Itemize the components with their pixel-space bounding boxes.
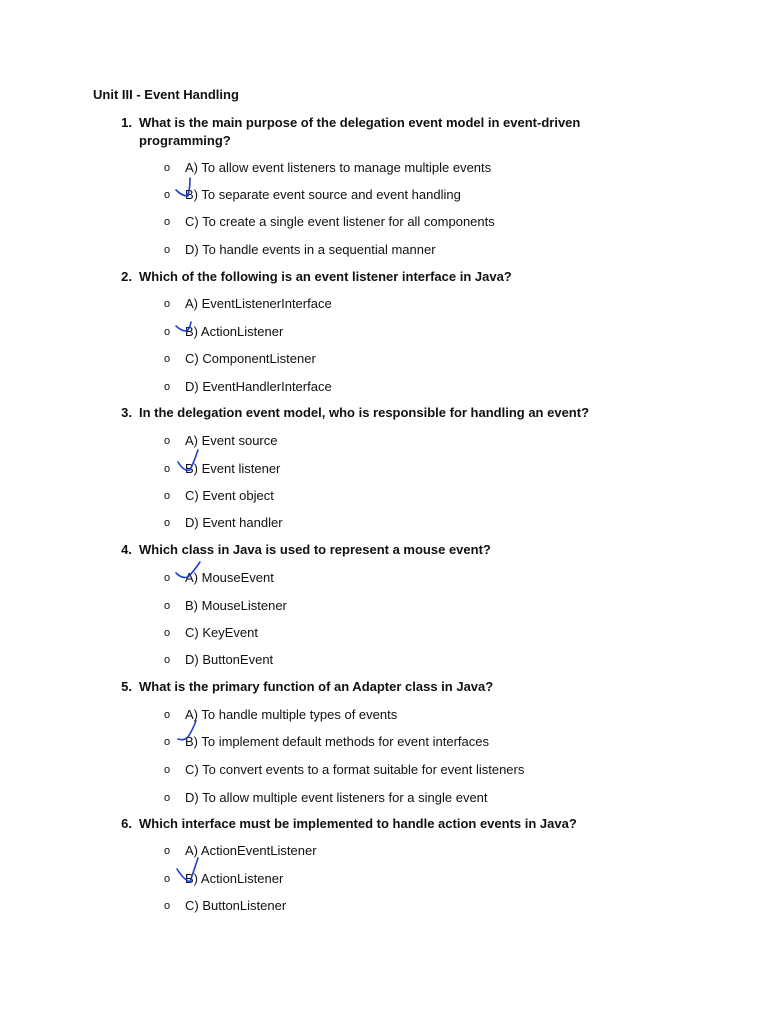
question-number: 5. bbox=[121, 679, 132, 694]
bullet-icon: o bbox=[163, 764, 171, 776]
question-text: What is the main purpose of the delegation event model in event-driven programming? bbox=[139, 115, 581, 148]
checkmark-icon bbox=[176, 313, 210, 343]
question-number: 2. bbox=[121, 269, 132, 284]
bullet-icon: o bbox=[163, 873, 171, 885]
document-title: Unit III - Event Handling bbox=[93, 87, 239, 102]
question-text: Which of the following is an event listener interface in Java? bbox=[139, 269, 512, 284]
question-text: What is the primary function of an Adapter class in Java? bbox=[139, 679, 494, 694]
question-number: 6. bbox=[121, 816, 132, 831]
bullet-icon: o bbox=[163, 627, 171, 639]
question-number: 4. bbox=[121, 542, 132, 557]
checkmark-icon bbox=[176, 723, 210, 753]
bullet-icon: o bbox=[163, 709, 171, 721]
bullet-icon: o bbox=[163, 900, 171, 912]
bullet-icon: o bbox=[163, 792, 171, 804]
bullet-icon: o bbox=[163, 162, 171, 174]
bullet-icon: o bbox=[163, 298, 171, 310]
bullet-icon: o bbox=[163, 463, 171, 475]
checkmark-icon bbox=[176, 860, 210, 890]
question-text: In the delegation event model, who is responsible for handling an event? bbox=[139, 405, 590, 420]
bullet-icon: o bbox=[163, 600, 171, 612]
question-number: 1. bbox=[121, 115, 132, 130]
bullet-icon: o bbox=[163, 353, 171, 365]
bullet-icon: o bbox=[163, 845, 171, 857]
bullet-icon: o bbox=[163, 572, 171, 584]
bullet-icon: o bbox=[163, 216, 171, 228]
bullet-icon: o bbox=[163, 654, 171, 666]
question-number: 3. bbox=[121, 405, 132, 420]
bullet-icon: o bbox=[163, 517, 171, 529]
checkmark-icon bbox=[176, 450, 210, 480]
bullet-icon: o bbox=[163, 189, 171, 201]
bullet-icon: o bbox=[163, 490, 171, 502]
question-text: Which interface must be implemented to handle action events in Java? bbox=[139, 816, 577, 831]
bullet-icon: o bbox=[163, 244, 171, 256]
checkmark-icon bbox=[176, 559, 210, 589]
bullet-icon: o bbox=[163, 381, 171, 393]
bullet-icon: o bbox=[163, 326, 171, 338]
bullet-icon: o bbox=[163, 435, 171, 447]
bullet-icon: o bbox=[163, 736, 171, 748]
checkmark-icon bbox=[176, 176, 210, 206]
question-text: Which class in Java is used to represent a mouse event? bbox=[139, 542, 491, 557]
